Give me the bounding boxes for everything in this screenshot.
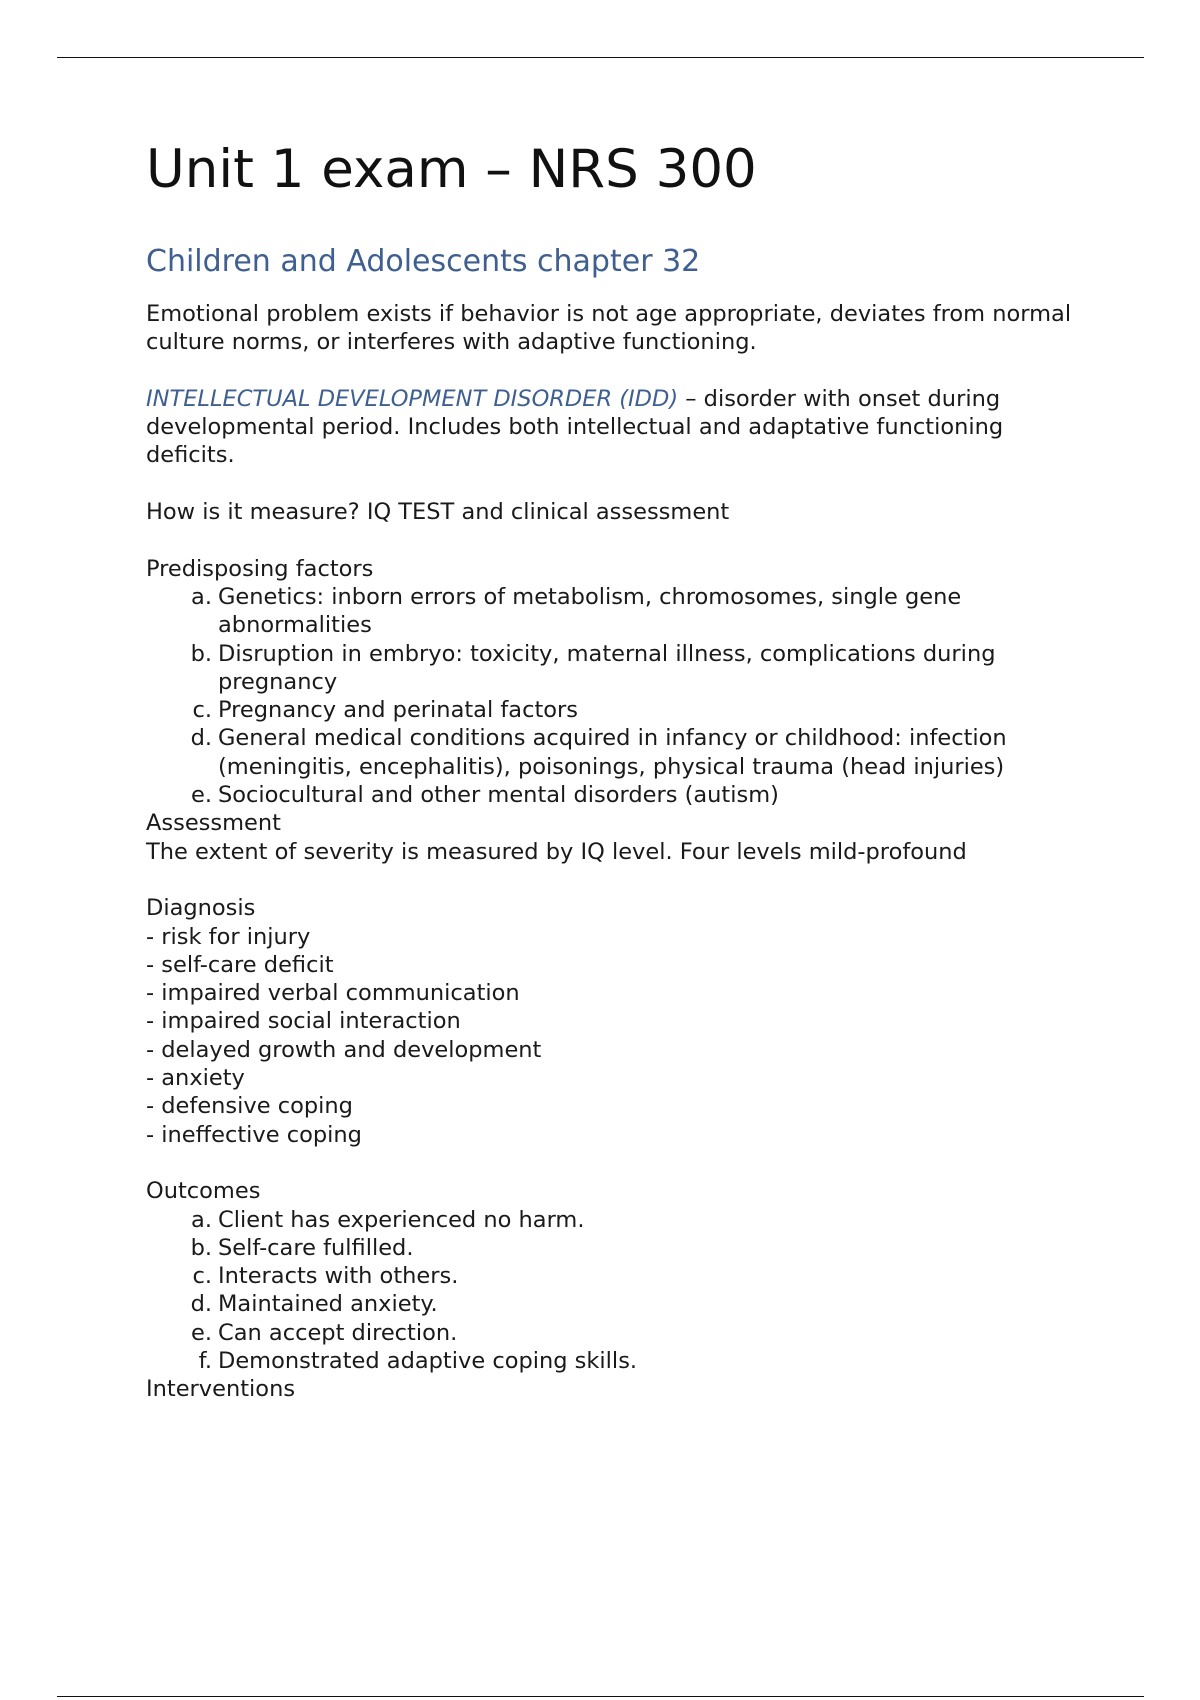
assessment-text: The extent of severity is measured by IQ level. Four levels mild-profound (146, 838, 967, 865)
idd-term: INTELLECTUAL DEVELOPMENT DISORDER (IDD) (146, 385, 679, 412)
diagnosis-item: - ineffective coping (146, 1121, 362, 1148)
interventions-label: Interventions (146, 1376, 296, 1403)
diagnosis-label: Diagnosis (146, 895, 256, 922)
list-item: c. Pregnancy and perinatal factors (192, 697, 579, 724)
diagnosis-item: - impaired verbal communication (146, 980, 520, 1007)
document-body (146, 140, 1076, 1404)
idd-definition: – disorder with onset during developmental period. Includes both intellectual and adaptative functioning deficits. (146, 385, 1004, 469)
list-item: b. Self-care fulfilled. (190, 1234, 414, 1261)
list-item: d. General medical conditions acquired in infancy or childhood: infection (meningitis, encephalitis), poisonings, physical trauma (head injuries) (190, 725, 1007, 780)
list-item: a. Client has experienced no harm. (191, 1206, 585, 1233)
diagnosis-item: - risk for injury (146, 923, 311, 950)
list-item: d. Maintained anxiety. (190, 1291, 438, 1318)
predisposing-label: Predisposing factors (146, 555, 374, 582)
diagnosis-item: - anxiety (146, 1065, 245, 1092)
bottom-rule (57, 1696, 1144, 1697)
top-rule (57, 57, 1144, 58)
outcomes-label: Outcomes (146, 1178, 261, 1205)
assessment-label: Assessment (146, 810, 281, 837)
diagnosis-item: - impaired social interaction (146, 1008, 461, 1035)
outcomes-list (146, 1206, 1076, 1376)
section-heading: Children and Adolescents chapter 32 (146, 244, 701, 279)
list-item: e. Sociocultural and other mental disorders (autism) (191, 782, 779, 809)
intro-paragraph: Emotional problem exists if behavior is not age appropriate, deviates from normal culture norms, or interferes with adaptive functioning. (146, 301, 1072, 356)
diagnosis-item: - defensive coping (146, 1093, 353, 1120)
idd-paragraph (146, 385, 1076, 470)
list-item: b. Disruption in embryo: toxicity, maternal illness, complications during pregnancy (190, 640, 996, 695)
diagnosis-item: - delayed growth and development (146, 1036, 542, 1063)
list-item: f. Demonstrated adaptive coping skills. (198, 1347, 638, 1374)
list-item: e. Can accept direction. (191, 1319, 458, 1346)
list-item: c. Interacts with others. (192, 1263, 459, 1290)
predisposing-list (146, 583, 1076, 809)
measure-line: How is it measure? IQ TEST and clinical assessment (146, 499, 730, 526)
list-item: a. Genetics: inborn errors of metabolism, chromosomes, single gene abnormalities (191, 583, 962, 639)
diagnosis-item: - self-care deficit (146, 951, 334, 978)
page-title: Unit 1 exam – NRS 300 (146, 139, 757, 200)
